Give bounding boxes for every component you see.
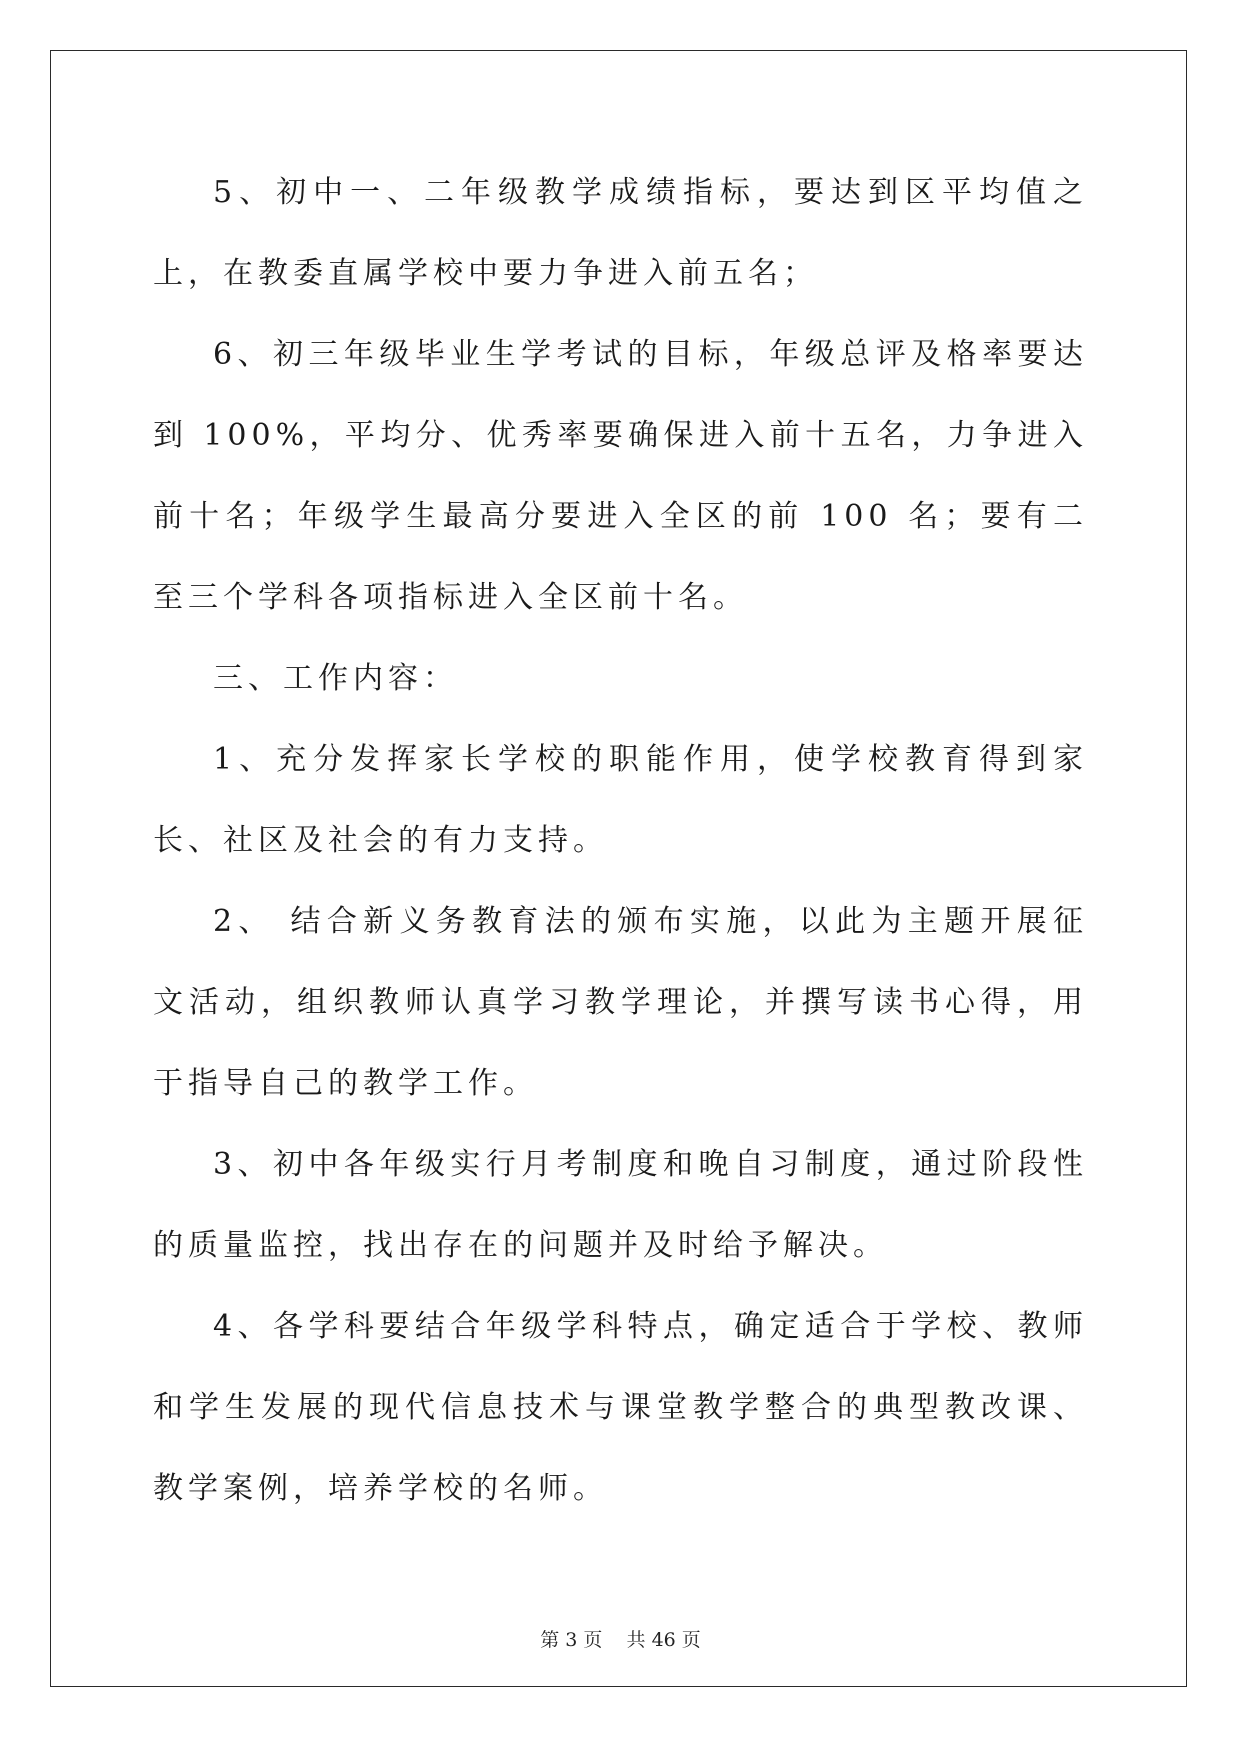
paragraph-goal-5: 5、初中一、二年级教学成绩指标，要达到区平均值之上，在教委直属学校中要力争进入前五名； bbox=[153, 175, 1088, 291]
page-number: 第 3 页 bbox=[540, 1629, 603, 1651]
paragraph-item-3: 3、初中各年级实行月考制度和晚自习制度，通过阶段性的质量监控，找出存在的问题并及时给予解决。 bbox=[153, 1147, 1088, 1263]
page-total: 共 46 页 bbox=[626, 1629, 701, 1651]
paragraph-item-4: 4、各学科要结合年级学科特点，确定适合于学校、教师和学生发展的现代信息技术与课堂教学整合的典型教改课、教学案例，培养学校的名师。 bbox=[153, 1309, 1088, 1506]
paragraph-item-2: 2、 结合新义务教育法的颁布实施，以此为主题开展征文活动，组织教师认真学习教学理论，并撰写读书心得，用于指导自己的教学工作。 bbox=[153, 904, 1088, 1101]
paragraph-goal-6: 6、初三年级毕业生学考试的目标，年级总评及格率要达到 100%，平均分、优秀率要确保进入前十五名，力争进入前十名；年级学生最高分要进入全区的前 100 名；要有二至三个学科各项指标进入全区前十名。 bbox=[153, 337, 1088, 615]
page-footer bbox=[0, 1625, 1241, 1652]
section-heading-work-content: 三、工作内容： bbox=[213, 661, 458, 696]
paragraph-item-1: 1、充分发挥家长学校的职能作用，使学校教育得到家长、社区及社会的有力支持。 bbox=[153, 742, 1088, 858]
document-body bbox=[153, 152, 1088, 1529]
